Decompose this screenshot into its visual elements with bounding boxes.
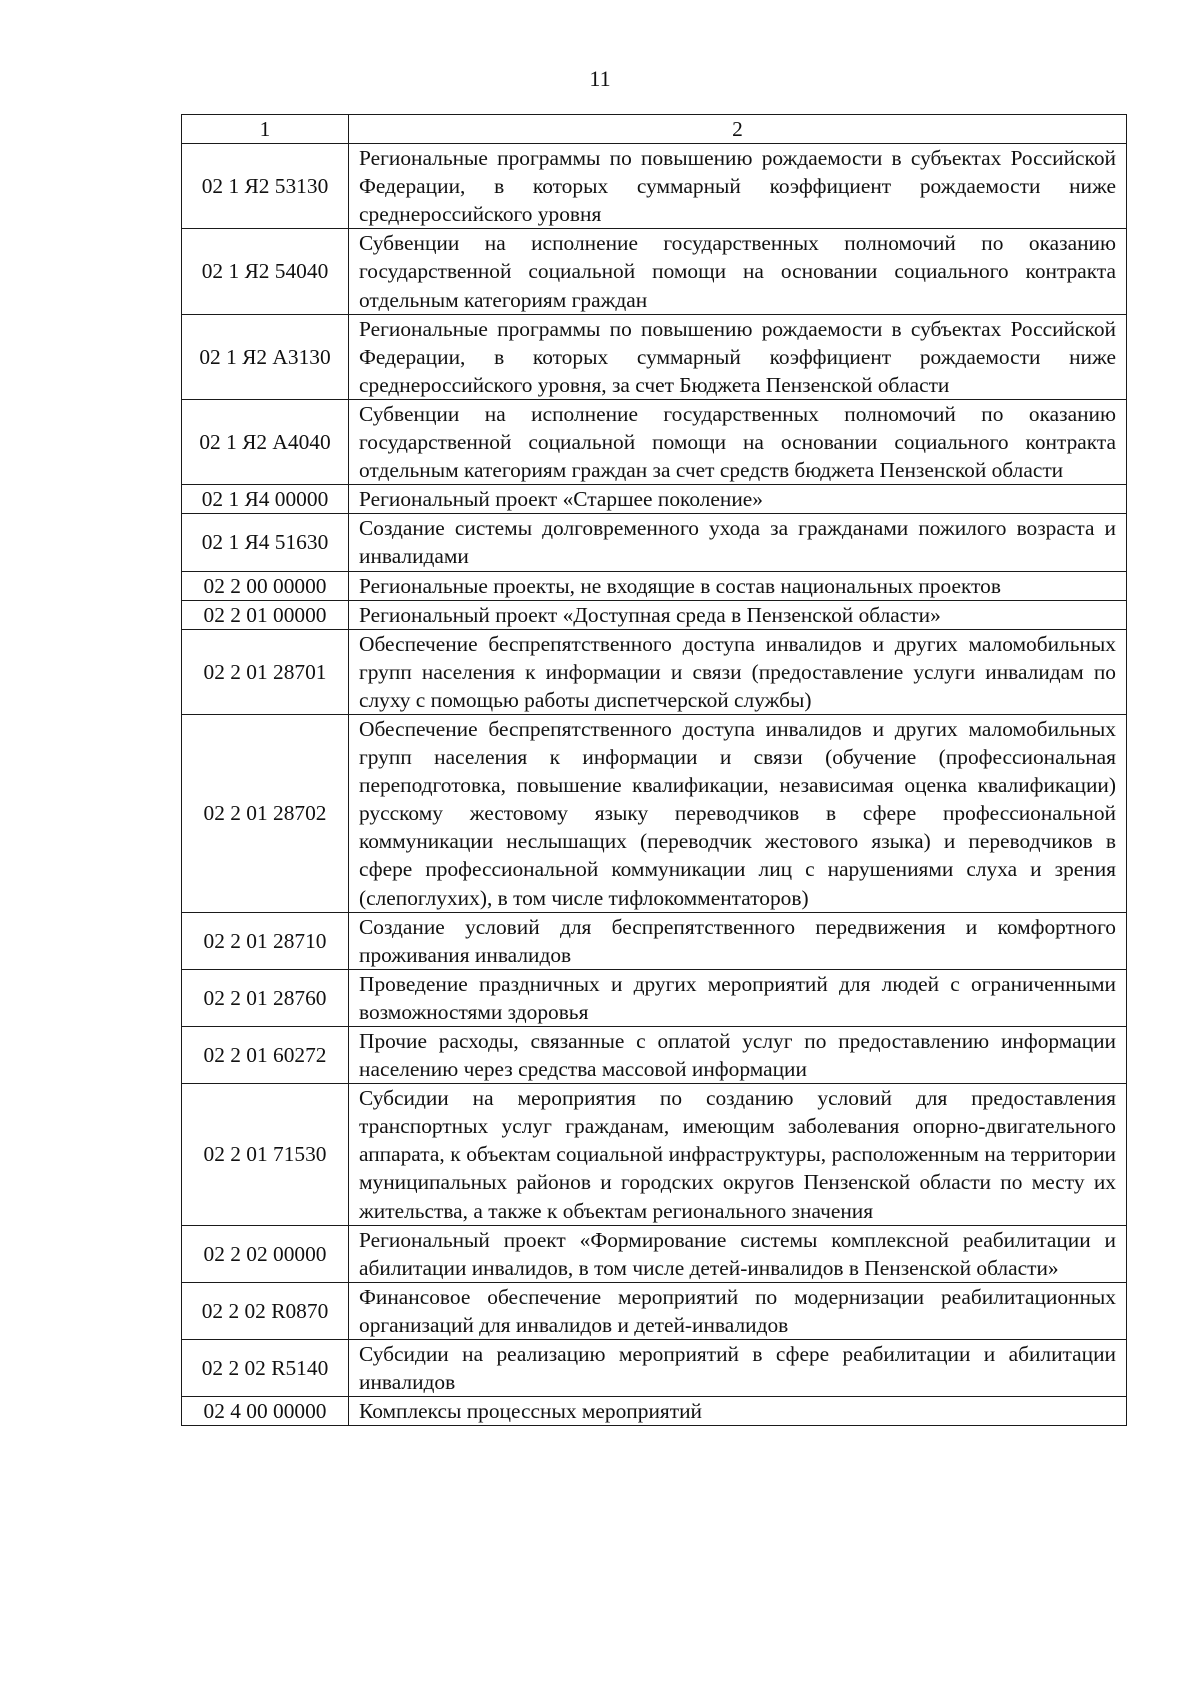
row-code: 02 1 Я4 00000 <box>182 485 349 514</box>
row-description: Обеспечение беспрепятственного доступа инвалидов и других маломобильных групп населения к информации и связи (обучение (профессиональная переподготовка, повышение квалификации, независимая оценка квалификации) русскому жестовому языку переводчиков в сфере профессиональной коммуникации неслышащих (переводчик жестового языка) и переводчиков в сфере профессиональной коммуникации лиц с нарушениями слуха и зрения (слепоглухих), в том числе тифлокомментаторов) <box>349 714 1127 912</box>
row-code: 02 1 Я2 53130 <box>182 144 349 229</box>
row-code: 02 2 01 60272 <box>182 1027 349 1084</box>
table-row <box>182 144 1127 229</box>
row-code: 02 1 Я2 54040 <box>182 229 349 314</box>
table-row <box>182 514 1127 571</box>
table-row <box>182 600 1127 629</box>
table-row <box>182 399 1127 484</box>
table-row <box>182 314 1127 399</box>
table-row <box>182 1282 1127 1339</box>
table-row <box>182 229 1127 314</box>
row-code: 02 4 00 00000 <box>182 1397 349 1426</box>
table-row <box>182 485 1127 514</box>
row-description: Комплексы процессных мероприятий <box>349 1397 1127 1426</box>
row-code: 02 2 01 71530 <box>182 1084 349 1225</box>
row-code: 02 2 00 00000 <box>182 571 349 600</box>
table-row <box>182 912 1127 969</box>
row-description: Субсидии на мероприятия по созданию условий для предоставления транспортных услуг гражданам, имеющим заболевания опорно-двигательного аппарата, к объектам социальной инфраструктуры, расположенным на территории муниципальных районов и городских округов Пензенской области по месту их жительства, а также к объектам регионального значения <box>349 1084 1127 1225</box>
column-header-1: 1 <box>182 115 349 144</box>
row-description: Субвенции на исполнение государственных полномочий по оказанию государственной социальной помощи на основании социального контракта отдельным категориям граждан за счет средств бюджета Пензенской области <box>349 399 1127 484</box>
table-row <box>182 1340 1127 1397</box>
row-code: 02 1 Я2 А3130 <box>182 314 349 399</box>
row-code: 02 2 02 R5140 <box>182 1340 349 1397</box>
column-header-2: 2 <box>349 115 1127 144</box>
table-body <box>182 115 1127 1426</box>
row-description: Региональные проекты, не входящие в состав национальных проектов <box>349 571 1127 600</box>
row-description: Создание системы долговременного ухода за гражданами пожилого возраста и инвалидами <box>349 514 1127 571</box>
page-number: 11 <box>589 66 611 91</box>
table-row <box>182 571 1127 600</box>
table-row <box>182 1225 1127 1282</box>
row-code: 02 2 02 00000 <box>182 1225 349 1282</box>
row-description: Региональный проект «Старшее поколение» <box>349 485 1127 514</box>
row-code: 02 2 01 28760 <box>182 969 349 1026</box>
table-row <box>182 969 1127 1026</box>
row-code: 02 2 01 28710 <box>182 912 349 969</box>
row-description: Прочие расходы, связанные с оплатой услуг по предоставлению информации населению через средства массовой информации <box>349 1027 1127 1084</box>
row-description: Финансовое обеспечение мероприятий по модернизации реабилитационных организаций для инвалидов и детей-инвалидов <box>349 1282 1127 1339</box>
row-code: 02 2 01 28701 <box>182 629 349 714</box>
row-description: Региональный проект «Формирование системы комплексной реабилитации и абилитации инвалидов, в том числе детей-инвалидов в Пензенской области» <box>349 1225 1127 1282</box>
row-description: Субсидии на реализацию мероприятий в сфере реабилитации и абилитации инвалидов <box>349 1340 1127 1397</box>
table-header-row <box>182 115 1127 144</box>
table-row <box>182 714 1127 912</box>
table-row <box>182 1084 1127 1225</box>
row-description: Региональный проект «Доступная среда в Пензенской области» <box>349 600 1127 629</box>
row-description: Создание условий для беспрепятственного передвижения и комфортного проживания инвалидов <box>349 912 1127 969</box>
table-row <box>182 1027 1127 1084</box>
row-description: Субвенции на исполнение государственных полномочий по оказанию государственной социальной помощи на основании социального контракта отдельным категориям граждан <box>349 229 1127 314</box>
row-code: 02 1 Я4 51630 <box>182 514 349 571</box>
row-code: 02 2 01 00000 <box>182 600 349 629</box>
row-description: Региональные программы по повышению рождаемости в субъектах Российской Федерации, в которых суммарный коэффициент рождаемости ниже среднероссийского уровня <box>349 144 1127 229</box>
row-code: 02 1 Я2 А4040 <box>182 399 349 484</box>
row-code: 02 2 01 28702 <box>182 714 349 912</box>
row-description: Проведение праздничных и других мероприятий для людей с ограниченными возможностями здоровья <box>349 969 1127 1026</box>
row-description: Региональные программы по повышению рождаемости в субъектах Российской Федерации, в которых суммарный коэффициент рождаемости ниже среднероссийского уровня, за счет Бюджета Пензенской области <box>349 314 1127 399</box>
table-row <box>182 1397 1127 1426</box>
row-description: Обеспечение беспрепятственного доступа инвалидов и других маломобильных групп населения к информации и связи (предоставление услуги инвалидам по слуху с помощью работы диспетчерской службы) <box>349 629 1127 714</box>
row-code: 02 2 02 R0870 <box>182 1282 349 1339</box>
budget-classification-table <box>181 114 1127 1426</box>
table-row <box>182 629 1127 714</box>
